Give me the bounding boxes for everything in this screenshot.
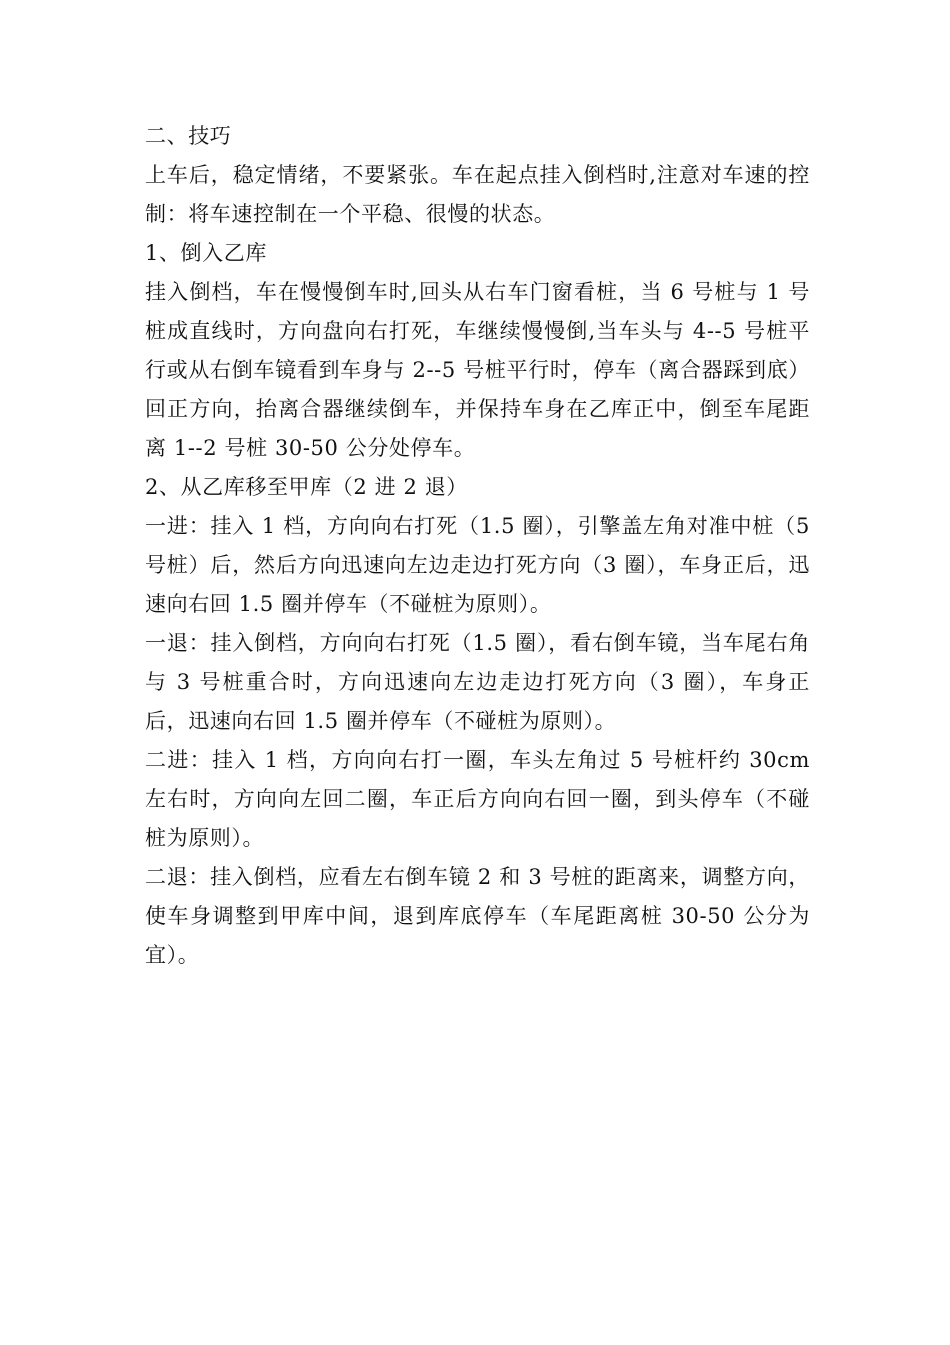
section-heading-skills: 二、技巧: [145, 124, 232, 148]
paragraph-intro: 上车后，稳定情绪，不要紧张。车在起点挂入倒档时,注意对车速的控制：将车速控制在一个平稳、很慢的状态。: [145, 163, 810, 226]
subheading-move-b-to-a: 2、从乙库移至甲库（2 进 2 退）: [145, 475, 468, 499]
paragraph-reverse-into-garage-b: 挂入倒档，车在慢慢倒车时,回头从右车门窗看桩，当 6 号桩与 1 号桩成直线时，方向盘向右打死，车继续慢慢倒,当车头与 4--5 号桩平行或从右倒车镜看到车身与 2--5 号桩平行时，停车（离合器踩到底）回正方向，抬离合器继续倒车，并保持车身在乙库正中，倒至车尾距离 1--2 号桩 30-50 公分处停车。: [145, 280, 810, 460]
paragraph-second-forward: 二进：挂入 1 档，方向向右打一圈，车头左角过 5 号桩杆约 30cm 左右时，方向向左回二圈，车正后方向向右回一圈，到头停车（不碰桩为原则）。: [145, 748, 810, 850]
document-body: [145, 117, 810, 975]
subheading-reverse-into-garage-b: 1、倒入乙库: [145, 241, 267, 265]
paragraph-first-reverse: 一退：挂入倒档，方向向右打死（1.5 圈），看右倒车镜，当车尾右角与 3 号桩重合时，方向迅速向左边走边打死方向（3 圈），车身正后，迅速向右回 1.5 圈并停车（不碰桩为原则）。: [145, 631, 810, 733]
paragraph-second-reverse: 二退：挂入倒档，应看左右倒车镜 2 和 3 号桩的距离来，调整方向，使车身调整到甲库中间，退到库底停车（车尾距离桩 30-50 公分为宜）。: [145, 865, 810, 967]
paragraph-first-forward: 一进：挂入 1 档，方向向右打死（1.5 圈），引擎盖左角对准中桩（5 号桩）后，然后方向迅速向左边走边打死方向（3 圈），车身正后，迅速向右回 1.5 圈并停车（不碰桩为原则）。: [145, 514, 810, 616]
